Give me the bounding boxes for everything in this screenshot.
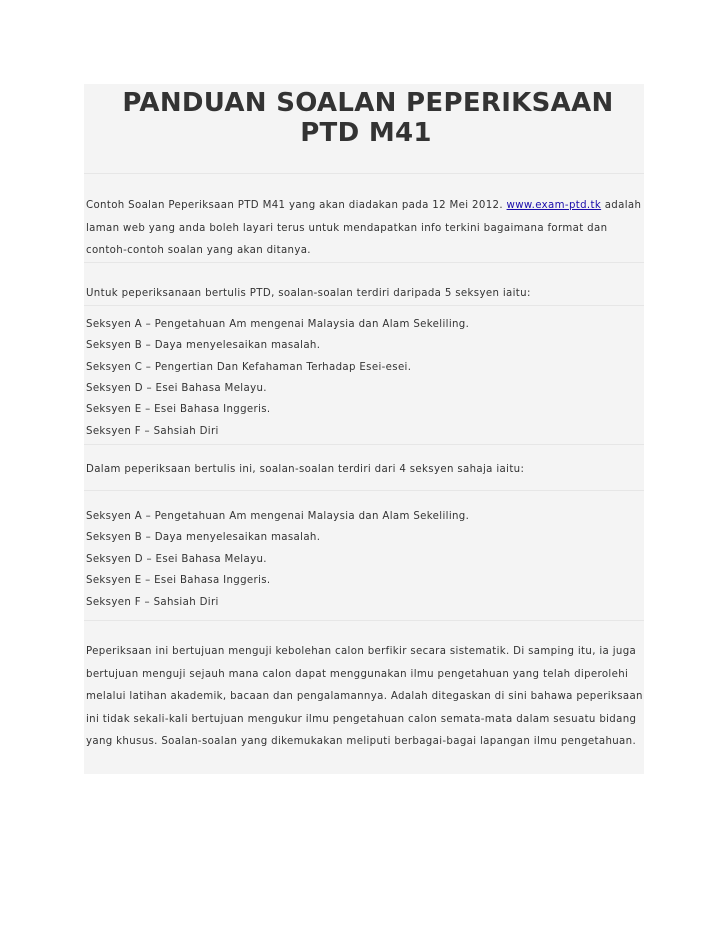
closing-line: Peperiksaan ini bertujuan menguji kebolehan calon berfikir secara sistematik. Di samping itu, ia juga <box>86 646 637 657</box>
page-title <box>84 88 644 148</box>
list-item: Seksyen F – Sahsiah Diri <box>86 426 219 437</box>
divider <box>84 444 644 445</box>
list-item: Seksyen F – Sahsiah Diri <box>86 597 219 608</box>
closing-line: ini tidak sekali-kali bertujuan mengukur ilmu pengetahuan calon semata-mata dalam sesuatu bidang <box>86 714 637 725</box>
intro-line-3: contoh-contoh soalan yang akan ditanya. <box>86 245 311 256</box>
list-item: Seksyen D – Esei Bahasa Melayu. <box>86 554 267 565</box>
list-item: Seksyen B – Daya menyelesaikan masalah. <box>86 532 321 543</box>
intro-line-2: laman web yang anda boleh layari terus untuk mendapatkan info terkini bagaimana format dan <box>86 223 608 234</box>
section1-heading: Untuk peperiksanaan bertulis PTD, soalan-soalan terdiri daripada 5 seksyen iaitu: <box>86 288 531 299</box>
divider <box>84 620 644 621</box>
intro-text-suffix: adalah <box>601 200 642 211</box>
divider <box>84 305 644 306</box>
list-item: Seksyen B – Daya menyelesaikan masalah. <box>86 340 321 351</box>
list-item: Seksyen A – Pengetahuan Am mengenai Malaysia dan Alam Sekeliling. <box>86 511 470 522</box>
closing-line: yang khusus. Soalan-soalan yang dikemukakan meliputi berbagai-bagai lapangan ilmu pengetahuan. <box>86 736 637 747</box>
intro-text: Contoh Soalan Peperiksaan PTD M41 yang akan diadakan pada 12 Mei 2012. <box>86 200 507 211</box>
closing-line: bertujuan menguji sejauh mana calon dapat menggunakan ilmu pengetahuan yang telah diperolehi <box>86 669 629 680</box>
divider <box>84 490 644 491</box>
divider <box>84 262 644 263</box>
intro-line-1 <box>86 199 641 213</box>
title-line-2: PTD M41 <box>300 118 432 148</box>
list-item: Seksyen C – Pengertian Dan Kefahaman Terhadap Esei-esei. <box>86 362 412 373</box>
list-item: Seksyen E – Esei Bahasa Inggeris. <box>86 404 271 415</box>
list-item: Seksyen D – Esei Bahasa Melayu. <box>86 383 267 394</box>
list-item: Seksyen E – Esei Bahasa Inggeris. <box>86 575 271 586</box>
closing-line: melalui latihan akademik, bacaan dan pengalamannya. Adalah ditegaskan di sini bahawa peperiksaan <box>86 691 643 702</box>
divider <box>84 173 644 174</box>
exam-ptd-link[interactable]: www.exam-ptd.tk <box>506 200 602 211</box>
title-line-1: PANDUAN SOALAN PEPERIKSAAN <box>122 88 614 118</box>
list-item: Seksyen A – Pengetahuan Am mengenai Malaysia dan Alam Sekeliling. <box>86 319 470 330</box>
section2-heading: Dalam peperiksaan bertulis ini, soalan-soalan terdiri dari 4 seksyen sahaja iaitu: <box>86 464 525 475</box>
